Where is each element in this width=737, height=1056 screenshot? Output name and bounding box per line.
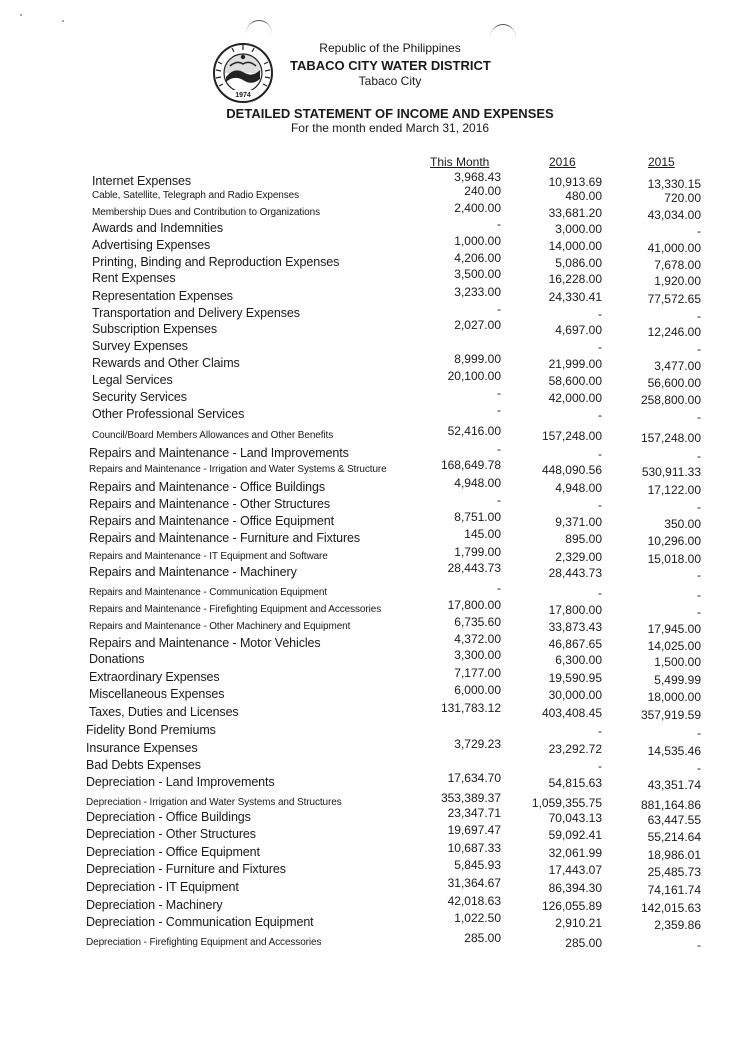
value-2016: 157,248.00 bbox=[541, 429, 602, 443]
value-2016: 23,292.72 bbox=[548, 742, 602, 756]
table-row bbox=[0, 911, 737, 932]
value-2015: 25,485.73 bbox=[647, 865, 701, 879]
value-this-month: 10,687.33 bbox=[447, 841, 501, 855]
value-this-month: 4,206.00 bbox=[454, 251, 501, 265]
value-2016: 1,059,355.75 bbox=[531, 796, 602, 810]
value-this-month: - bbox=[497, 442, 501, 456]
value-2016: 285.00 bbox=[565, 936, 602, 950]
value-2016: 19,590.95 bbox=[548, 671, 602, 685]
row-label: Repairs and Maintenance - Office Buildings bbox=[89, 480, 325, 494]
table-row bbox=[0, 701, 737, 722]
value-2015: 142,015.63 bbox=[640, 901, 701, 915]
value-2016: 6,300.00 bbox=[555, 653, 602, 667]
column-header-this-month: This Month bbox=[430, 155, 490, 169]
value-2016: 17,443.07 bbox=[548, 863, 602, 877]
value-this-month: - bbox=[497, 581, 501, 595]
value-2015: - bbox=[697, 726, 701, 740]
value-2015: 10,296.00 bbox=[647, 534, 701, 548]
value-2016: 59,092.41 bbox=[548, 828, 602, 842]
value-this-month: 52,416.00 bbox=[447, 424, 501, 438]
table-row bbox=[0, 386, 737, 407]
scan-mark bbox=[490, 24, 516, 51]
table-row bbox=[0, 267, 737, 288]
value-2015: - bbox=[697, 224, 701, 238]
column-header-2015: 2015 bbox=[648, 155, 675, 169]
value-2015: 357,919.59 bbox=[640, 708, 701, 722]
value-2016: 17,800.00 bbox=[548, 603, 602, 617]
table-row bbox=[0, 737, 737, 758]
report-subtitle: For the month ended March 31, 2016 bbox=[290, 121, 490, 135]
table-row bbox=[0, 545, 737, 566]
value-this-month: 285.00 bbox=[464, 931, 501, 945]
value-2015: 14,535.46 bbox=[647, 744, 701, 758]
row-label: Repairs and Maintenance - Motor Vehicles bbox=[89, 636, 321, 650]
table-row bbox=[0, 683, 737, 704]
value-2015: - bbox=[697, 568, 701, 582]
value-this-month: 6,000.00 bbox=[454, 683, 501, 697]
value-2016: 480.00 bbox=[565, 189, 602, 203]
value-2015: 258,800.00 bbox=[640, 393, 701, 407]
value-2015: 13,330.15 bbox=[647, 177, 701, 191]
table-row bbox=[0, 251, 737, 272]
seal-year-text: 1974 bbox=[235, 92, 251, 99]
value-this-month: 240.00 bbox=[464, 184, 501, 198]
row-label: Security Services bbox=[92, 390, 187, 404]
value-2016: 4,948.00 bbox=[555, 481, 602, 495]
row-label: Repairs and Maintenance - Other Structures bbox=[89, 497, 331, 511]
row-label: Insurance Expenses bbox=[86, 741, 198, 755]
table-row bbox=[0, 285, 737, 306]
value-this-month: 3,729.23 bbox=[454, 737, 501, 751]
table-row bbox=[0, 648, 737, 669]
table-row bbox=[0, 823, 737, 844]
value-2015: 55,214.64 bbox=[647, 830, 701, 844]
table-row bbox=[0, 201, 737, 222]
value-this-month: - bbox=[497, 493, 501, 507]
row-label: Subscription Expenses bbox=[92, 322, 218, 336]
value-this-month: 28,443.73 bbox=[447, 561, 501, 575]
value-this-month: 23,347.71 bbox=[447, 806, 501, 820]
value-2016: 33,681.20 bbox=[548, 206, 602, 220]
value-this-month: 17,634.70 bbox=[447, 771, 501, 785]
value-2015: 5,499.99 bbox=[654, 673, 701, 687]
value-2016: 21,999.00 bbox=[548, 357, 602, 371]
table-row bbox=[0, 424, 737, 445]
row-label: Printing, Binding and Reproduction Expenses bbox=[92, 255, 340, 269]
row-label: Legal Services bbox=[92, 373, 173, 387]
value-this-month: 353,389.37 bbox=[440, 791, 501, 805]
value-2016: - bbox=[598, 498, 602, 512]
value-2016: 895.00 bbox=[565, 532, 602, 546]
value-this-month: 3,968.43 bbox=[454, 170, 501, 184]
value-2015: 17,122.00 bbox=[647, 483, 701, 497]
row-label: Repairs and Maintenance - Land Improvements bbox=[89, 446, 349, 460]
table-row bbox=[0, 318, 737, 339]
value-2015: 18,000.00 bbox=[647, 690, 701, 704]
value-2016: 3,000.00 bbox=[555, 222, 602, 236]
value-this-month: 7,177.00 bbox=[454, 666, 501, 680]
table-row bbox=[0, 632, 737, 653]
value-2015: 77,572.65 bbox=[647, 292, 701, 306]
header-city: Tabaco City bbox=[358, 74, 422, 88]
value-2015: 14,025.00 bbox=[647, 639, 701, 653]
value-2016: - bbox=[598, 408, 602, 422]
value-this-month: 19,697.47 bbox=[447, 823, 501, 837]
table-row bbox=[0, 234, 737, 255]
table-row bbox=[0, 615, 737, 636]
value-2015: 881,164.86 bbox=[640, 798, 701, 812]
table-row bbox=[0, 302, 737, 323]
value-2016: - bbox=[598, 340, 602, 354]
row-label: Depreciation - Furniture and Fixtures bbox=[86, 862, 286, 876]
value-this-month: 2,027.00 bbox=[454, 318, 501, 332]
value-2016: 14,000.00 bbox=[548, 239, 602, 253]
value-2015: - bbox=[697, 410, 701, 424]
row-label: Survey Expenses bbox=[92, 339, 188, 353]
value-this-month: - bbox=[497, 386, 501, 400]
row-label: Repairs and Maintenance - Communication Equipment bbox=[89, 587, 328, 598]
value-this-month: 1,022.50 bbox=[454, 911, 501, 925]
value-this-month: 2,400.00 bbox=[454, 201, 501, 215]
table-row bbox=[0, 858, 737, 879]
table-row bbox=[0, 581, 737, 602]
row-label: Repairs and Maintenance - Furniture and Fixtures bbox=[89, 531, 361, 545]
row-label: Depreciation - Office Buildings bbox=[86, 810, 251, 824]
row-label: Depreciation - Machinery bbox=[86, 898, 223, 912]
value-2015: 74,161.74 bbox=[647, 883, 701, 897]
value-2016: 46,867.65 bbox=[548, 637, 602, 651]
value-2015: 15,018.00 bbox=[647, 552, 701, 566]
value-2015: 7,678.00 bbox=[654, 258, 701, 272]
value-2015: 63,447.55 bbox=[647, 813, 701, 827]
table-row bbox=[0, 403, 737, 424]
value-2015: 720.00 bbox=[664, 191, 701, 205]
value-2016: 9,371.00 bbox=[555, 515, 602, 529]
value-2015: 157,248.00 bbox=[640, 431, 701, 445]
scan-speck bbox=[20, 14, 22, 16]
value-2015: 18,986.01 bbox=[647, 848, 701, 862]
row-label: Representation Expenses bbox=[92, 289, 233, 303]
value-this-month: 4,372.00 bbox=[454, 632, 501, 646]
value-this-month: 8,999.00 bbox=[454, 352, 501, 366]
value-2015: - bbox=[697, 588, 701, 602]
table-row bbox=[0, 806, 737, 827]
value-2015: 17,945.00 bbox=[647, 622, 701, 636]
value-2015: 3,477.00 bbox=[654, 359, 701, 373]
table-row bbox=[0, 369, 737, 390]
value-this-month: 17,800.00 bbox=[447, 598, 501, 612]
value-2015: 43,351.74 bbox=[647, 778, 701, 792]
table-row bbox=[0, 339, 737, 356]
row-label: Depreciation - Irrigation and Water Systems and Structures bbox=[86, 797, 342, 808]
value-this-month: 131,783.12 bbox=[440, 701, 501, 715]
row-label: Internet Expenses bbox=[92, 174, 192, 188]
value-this-month: - bbox=[497, 403, 501, 417]
value-2015: - bbox=[697, 500, 701, 514]
value-2016: - bbox=[598, 307, 602, 321]
table-row bbox=[0, 476, 737, 497]
value-this-month: - bbox=[497, 217, 501, 231]
row-label: Awards and Indemnities bbox=[92, 221, 223, 235]
value-2015: 1,500.00 bbox=[654, 655, 701, 669]
value-2016: 448,090.56 bbox=[541, 463, 602, 477]
row-label: Taxes, Duties and Licenses bbox=[89, 705, 239, 719]
value-2016: 30,000.00 bbox=[548, 688, 602, 702]
table-row bbox=[0, 894, 737, 915]
value-2016: 2,329.00 bbox=[555, 550, 602, 564]
value-this-month: - bbox=[497, 302, 501, 316]
value-2016: 32,061.99 bbox=[548, 846, 602, 860]
table-row bbox=[0, 758, 737, 775]
value-2015: 2,359.86 bbox=[654, 918, 701, 932]
table-row bbox=[0, 666, 737, 687]
report-title: DETAILED STATEMENT OF INCOME AND EXPENSES bbox=[226, 106, 554, 121]
value-2015: 530,911.33 bbox=[641, 465, 701, 479]
value-this-month: 3,233.00 bbox=[454, 285, 501, 299]
value-this-month: 1,000.00 bbox=[454, 234, 501, 248]
value-2015: 1,920.00 bbox=[654, 274, 701, 288]
value-2016: 33,873.43 bbox=[548, 620, 602, 634]
row-label: Repairs and Maintenance - Irrigation and Water Systems & Structure bbox=[89, 464, 387, 475]
table-row bbox=[0, 442, 737, 463]
row-label: Membership Dues and Contribution to Organizations bbox=[92, 207, 321, 218]
water-district-seal-logo bbox=[212, 42, 274, 104]
table-row bbox=[0, 458, 737, 479]
table-row bbox=[0, 561, 737, 582]
table-row bbox=[0, 841, 737, 862]
table-row bbox=[0, 876, 737, 897]
value-2015: 12,246.00 bbox=[647, 325, 701, 339]
value-2016: - bbox=[598, 586, 602, 600]
row-label: Donations bbox=[89, 652, 145, 666]
value-2015: 43,034.00 bbox=[647, 208, 701, 222]
value-this-month: 8,751.00 bbox=[454, 510, 501, 524]
value-2015: - bbox=[697, 342, 701, 356]
value-this-month: 4,948.00 bbox=[454, 476, 501, 490]
row-label: Repairs and Maintenance - Other Machinery and Equipment bbox=[89, 621, 351, 632]
row-label: Depreciation - Communication Equipment bbox=[86, 915, 314, 929]
value-this-month: 31,364.67 bbox=[447, 876, 501, 890]
value-2015: - bbox=[697, 761, 701, 775]
value-2016: 24,330.41 bbox=[548, 290, 602, 304]
value-2016: 10,913.69 bbox=[548, 175, 602, 189]
table-row bbox=[0, 352, 737, 373]
value-2016: 86,394.30 bbox=[548, 881, 602, 895]
table-row bbox=[0, 510, 737, 531]
row-label: Depreciation - IT Equipment bbox=[86, 880, 239, 894]
row-label: Repairs and Maintenance - Office Equipment bbox=[89, 514, 335, 528]
row-label: Council/Board Members Allowances and Other Benefits bbox=[92, 430, 334, 441]
row-label: Repairs and Maintenance - Machinery bbox=[89, 565, 297, 579]
value-2016: 58,600.00 bbox=[548, 374, 602, 388]
row-label: Repairs and Maintenance - Firefighting Equipment and Accessories bbox=[89, 604, 382, 615]
value-2015: - bbox=[697, 605, 701, 619]
value-2016: 54,815.63 bbox=[548, 776, 602, 790]
value-2016: 70,043.13 bbox=[548, 811, 602, 825]
value-2015: - bbox=[697, 938, 701, 952]
value-2016: 28,443.73 bbox=[548, 566, 602, 580]
row-label: Depreciation - Other Structures bbox=[86, 827, 256, 841]
value-this-month: 145.00 bbox=[464, 527, 501, 541]
value-2016: 16,228.00 bbox=[548, 272, 602, 286]
value-2015: - bbox=[697, 449, 701, 463]
row-label: Rewards and Other Claims bbox=[92, 356, 240, 370]
row-label: Miscellaneous Expenses bbox=[89, 687, 225, 701]
row-label: Other Professional Services bbox=[92, 407, 245, 421]
value-2016: 4,697.00 bbox=[555, 323, 602, 337]
row-label: Fidelity Bond Premiums bbox=[86, 723, 216, 737]
value-2016: 5,086.00 bbox=[555, 256, 602, 270]
value-2015: 56,600.00 bbox=[647, 376, 701, 390]
value-this-month: 168,649.78 bbox=[440, 458, 501, 472]
header-country: Republic of the Philippines bbox=[319, 41, 461, 55]
value-this-month: 3,300.00 bbox=[454, 648, 501, 662]
value-this-month: 3,500.00 bbox=[454, 267, 501, 281]
value-this-month: 5,845.93 bbox=[454, 858, 501, 872]
table-row bbox=[0, 217, 737, 238]
row-label: Transportation and Delivery Expenses bbox=[92, 306, 300, 320]
value-2015: 350.00 bbox=[664, 517, 701, 531]
row-label: Depreciation - Office Equipment bbox=[86, 845, 260, 859]
value-this-month: 20,100.00 bbox=[447, 369, 501, 383]
value-this-month: 42,018.63 bbox=[447, 894, 501, 908]
table-row bbox=[0, 598, 737, 619]
table-row bbox=[0, 527, 737, 548]
row-label: Repairs and Maintenance - IT Equipment and Software bbox=[89, 551, 328, 562]
table-row bbox=[0, 771, 737, 792]
value-2016: 126,055.89 bbox=[541, 899, 602, 913]
table-row bbox=[0, 931, 737, 952]
value-2016: 403,408.45 bbox=[541, 706, 602, 720]
table-row bbox=[0, 723, 737, 740]
row-label: Advertising Expenses bbox=[92, 238, 211, 252]
value-2016: - bbox=[598, 724, 602, 738]
column-header-2016: 2016 bbox=[549, 155, 576, 169]
value-2016: - bbox=[598, 759, 602, 773]
table-row bbox=[0, 493, 737, 514]
row-label: Depreciation - Land Improvements bbox=[86, 775, 275, 789]
value-this-month: 1,799.00 bbox=[454, 545, 501, 559]
row-label: Depreciation - Firefighting Equipment and Accessories bbox=[86, 937, 322, 948]
value-2015: - bbox=[697, 309, 701, 323]
value-this-month: 6,735.60 bbox=[454, 615, 501, 629]
value-2015: 41,000.00 bbox=[647, 241, 701, 255]
scan-speck bbox=[62, 20, 64, 22]
row-label: Extraordinary Expenses bbox=[89, 670, 220, 684]
row-label: Rent Expenses bbox=[92, 271, 176, 285]
row-label: Bad Debts Expenses bbox=[86, 758, 201, 772]
value-2016: 42,000.00 bbox=[548, 391, 602, 405]
header-district-name: TABACO CITY WATER DISTRICT bbox=[290, 58, 491, 73]
value-2016: - bbox=[598, 447, 602, 461]
value-2016: 2,910.21 bbox=[555, 916, 602, 930]
row-label: Cable, Satellite, Telegraph and Radio Expenses bbox=[92, 190, 300, 201]
